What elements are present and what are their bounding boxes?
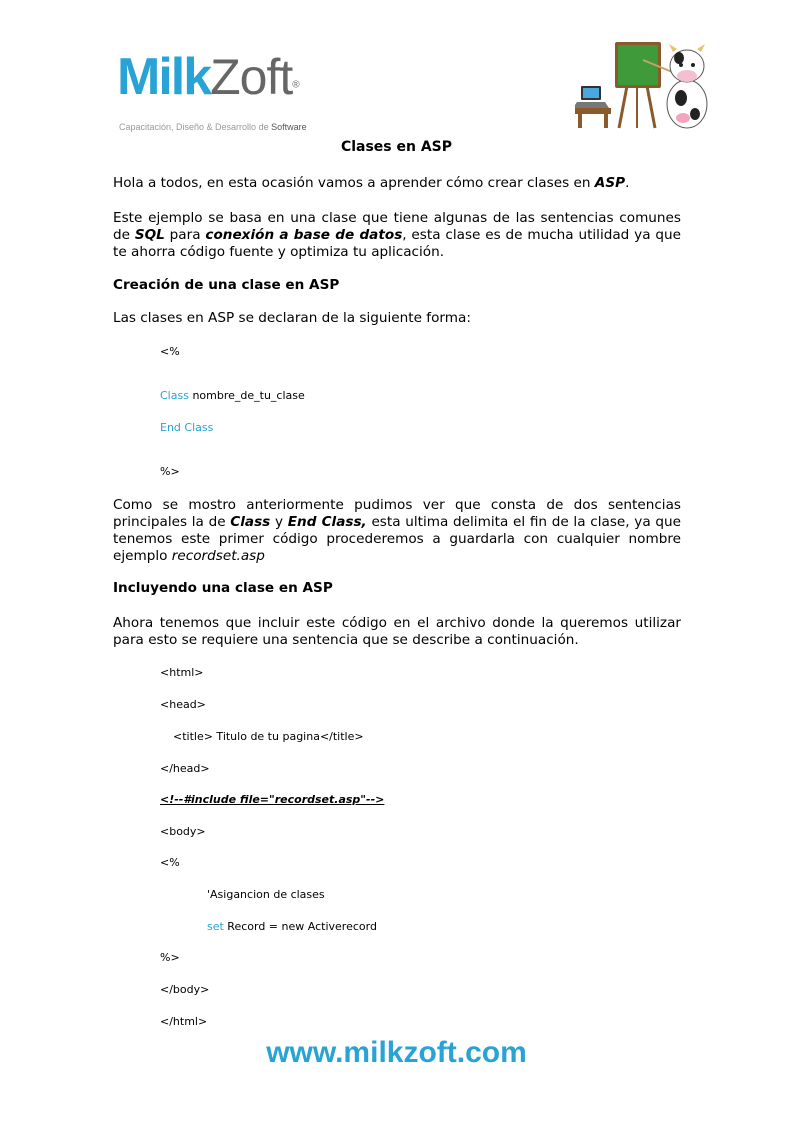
code-html-close: </html> [160,1015,208,1028]
para2-text-3: , esta clase es de mucha utilidad ya que te ahorra código fuente y optimiza tu aplicación. [113,227,681,260]
code-end-class: End Class [160,421,214,434]
code-class-name: nombre_de_tu_clase [188,389,305,402]
para4-class: Class [230,514,271,530]
code-comment: 'Asigancion de clases [207,888,325,901]
para2-text-1: Este ejemplo se basa en una clase que tiene algunas de las sentencias comunes de [113,210,681,243]
code-set-rest: Record = new Activerecord [223,920,377,933]
logo-tagline-strong: Software [271,122,307,132]
para4-filename: recordset.asp [171,548,265,564]
code-head-close: </head> [160,762,210,775]
code-class-keyword: Class [160,389,189,402]
milkzoft-logo [117,47,317,135]
code-set-keyword: set [207,920,224,933]
para2-text-2: para [164,227,206,243]
code-html-open: <html> [160,666,204,679]
logo-zoft-text: Zoft [210,49,293,105]
declaration-paragraph: Las clases en ASP se declaran de la siguiente forma: [113,310,471,326]
intro-paragraph [113,175,681,192]
code-set-line [207,920,377,933]
code-title-line: <title> Titulo de tu pagina</title> [173,730,364,743]
code-body-close: </body> [160,983,210,996]
logo-tagline [119,122,307,132]
code-asp-close: %> [160,465,180,478]
cow-teacher-illustration [575,38,710,130]
code-body-open: <body> [160,825,206,838]
intro-end: . [625,175,630,191]
code-include-directive: <!--#include file="recordset.asp"--> [160,793,385,806]
code-asp-close-2: %> [160,951,180,964]
code-class-line [160,389,305,402]
section-heading-incluyendo: Incluyendo una clase en ASP [113,580,333,596]
footer-website-link[interactable]: www.milkzoft.com [266,1036,527,1069]
intro-emphasis: ASP [594,175,626,191]
logo-wordmark [117,47,300,107]
para2-conexion: conexión a base de datos [205,227,403,243]
code-asp-open: <% [160,345,180,358]
section-heading-creacion: Creación de una clase en ASP [113,277,340,293]
para4-text-1: Como se mostro anteriormente pudimos ver que consta de dos sentencias principales la de [113,497,681,530]
document-title: Clases en ASP [340,139,453,155]
para2-sql: SQL [134,227,165,243]
code-head-open: <head> [160,698,206,711]
para4-text-3: esta ultima delimita el fin de la clase, ya que tenemos este primer código procederemos a guardarla con cualquier nombre ejemplo [113,514,681,564]
para4-text-2: y [270,514,288,530]
logo-milk-text: Milk [117,48,211,106]
include-paragraph: Ahora tenemos que incluir este código en el archivo donde la queremos utilizar para esto se requiere una sentencia que se describe a continuación. [113,615,681,648]
logo-tagline-prefix: Capacitación, Diseño & Desarrollo de [119,122,272,132]
para4-endclass: End Class, [287,514,367,530]
explanation-paragraph [113,497,681,565]
code-asp-open-2: <% [160,856,180,869]
intro-text: Hola a todos, en esta ocasión vamos a aprender cómo crear clases en [113,175,595,191]
logo-registered-mark: ® [292,79,300,91]
description-paragraph [113,210,681,261]
